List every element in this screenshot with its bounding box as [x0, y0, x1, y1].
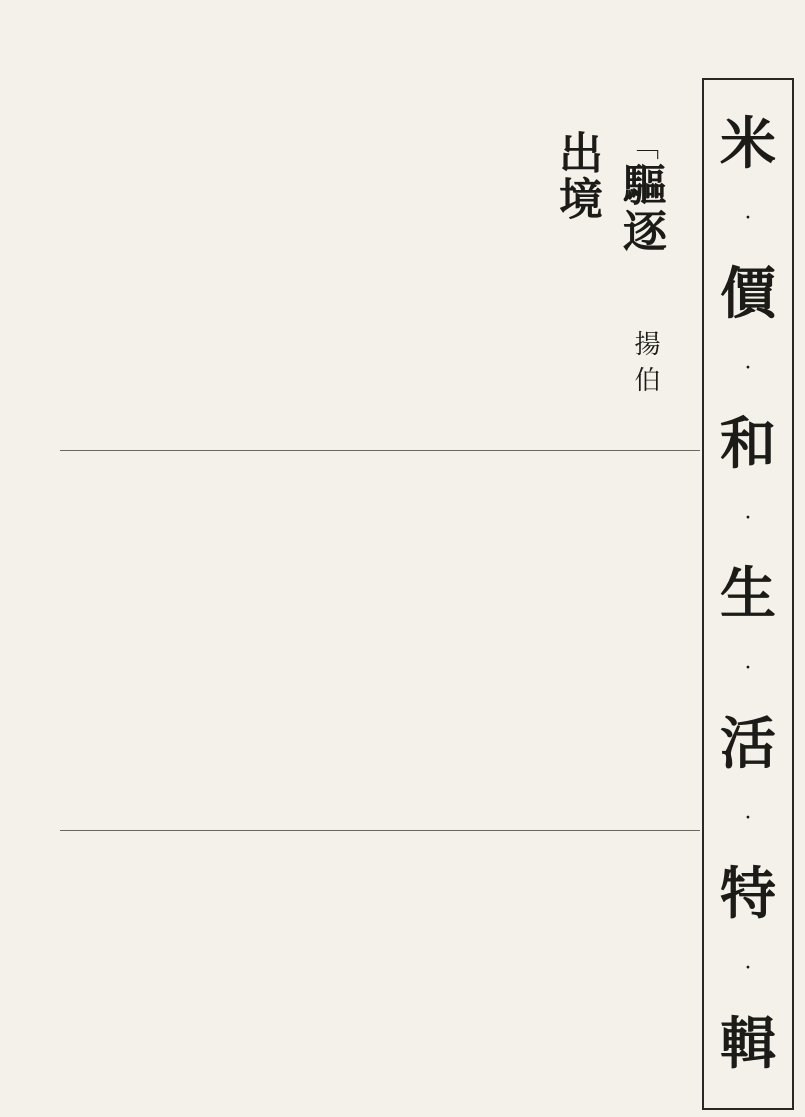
article-body-block-1 [60, 82, 615, 442]
series-char-6: 特 [720, 861, 776, 927]
series-char-5: 活 [720, 711, 776, 777]
series-char-4: 生 [720, 561, 776, 627]
article-body-block-3 [60, 840, 700, 1090]
article-byline: 揚伯 [630, 330, 660, 402]
series-dot: · [744, 806, 752, 831]
series-dot: · [744, 656, 752, 681]
series-char-2: 價 [720, 261, 776, 327]
series-char-1: 米 [720, 111, 776, 177]
series-dot: · [744, 956, 752, 981]
series-title-box [702, 78, 794, 1110]
series-dot: · [744, 356, 752, 381]
series-dot: · [744, 506, 752, 531]
column-divider [60, 830, 700, 831]
series-char-3: 和 [720, 411, 776, 477]
column-divider [60, 450, 700, 451]
series-char-7: 輯 [720, 1011, 776, 1077]
series-dot: · [744, 206, 752, 231]
article-body-block-2 [60, 460, 700, 820]
article-headline: 「 驅逐出境 [612, 130, 672, 290]
